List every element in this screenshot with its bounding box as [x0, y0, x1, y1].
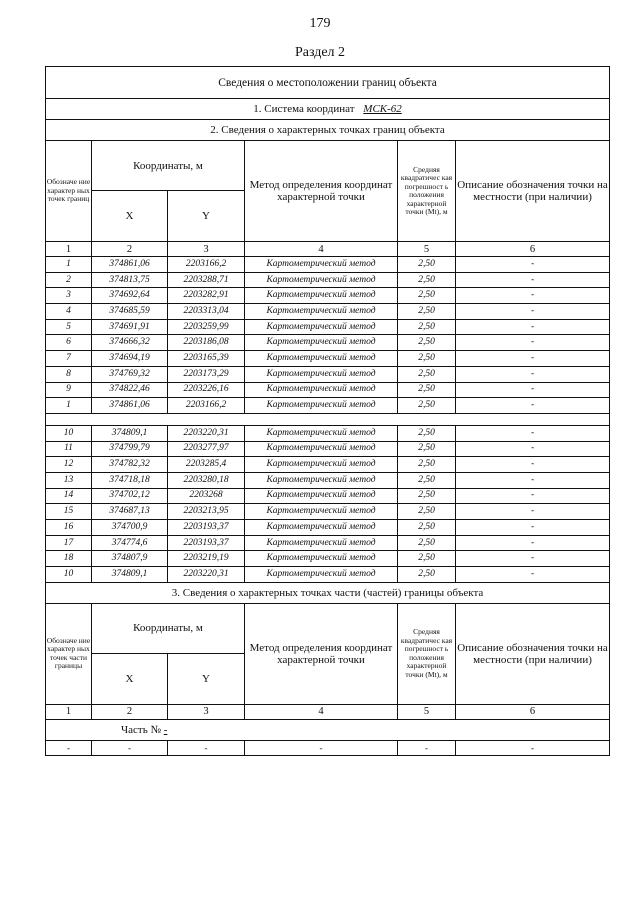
x-cell: 374692,64	[92, 288, 168, 304]
contour1-rows	[46, 257, 610, 414]
col-number: 2	[92, 704, 168, 719]
description-cell: -	[456, 335, 610, 351]
table-row	[46, 425, 610, 441]
col-number: 2	[92, 242, 168, 257]
error-cell: 2,50	[398, 272, 456, 288]
table-row	[46, 257, 610, 273]
y-cell: 2203219,19	[168, 551, 245, 567]
x-cell: 374666,32	[92, 335, 168, 351]
description-cell: -	[456, 535, 610, 551]
method-cell: Картометрический метод	[245, 441, 398, 457]
part-cell: -	[398, 740, 456, 755]
y-cell: 2203166,2	[168, 257, 245, 273]
point-cell: 18	[46, 551, 92, 567]
point-cell: 13	[46, 472, 92, 488]
y-cell: 2203220,31	[168, 567, 245, 583]
part-cell: -	[245, 740, 398, 755]
method-cell: Картометрический метод	[245, 535, 398, 551]
error-cell: 2,50	[398, 382, 456, 398]
section2-title: 2. Сведения о характерных точках границ объекта	[46, 120, 610, 141]
col-number: 4	[245, 242, 398, 257]
header-error: Средняя квадратичес кая погрешност ь положения характерной точки (Mt), м	[398, 141, 456, 242]
x-cell: 374687,13	[92, 504, 168, 520]
description-cell: -	[456, 366, 610, 382]
error-cell: 2,50	[398, 288, 456, 304]
method-cell: Картометрический метод	[245, 351, 398, 367]
page-number: 179	[309, 16, 331, 31]
column-numbers-row	[46, 242, 610, 257]
part-cell: -	[92, 740, 168, 755]
col-number: 3	[168, 704, 245, 719]
column-numbers-row	[46, 704, 610, 719]
point-cell: 12	[46, 457, 92, 473]
method-cell: Картометрический метод	[245, 382, 398, 398]
description-cell: -	[456, 272, 610, 288]
error-cell: 2,50	[398, 567, 456, 583]
description-cell: -	[456, 304, 610, 320]
y-cell: 2203268	[168, 488, 245, 504]
y-cell: 2203193,37	[168, 520, 245, 536]
description-cell: -	[456, 457, 610, 473]
y-cell: 2203165,39	[168, 351, 245, 367]
description-cell: -	[456, 319, 610, 335]
main-title: Сведения о местоположении границ объекта	[46, 67, 610, 99]
error-cell: 2,50	[398, 457, 456, 473]
method-cell: Картометрический метод	[245, 551, 398, 567]
y-cell: 2203313,04	[168, 304, 245, 320]
x-cell: 374809,1	[92, 567, 168, 583]
y-cell: 2203280,18	[168, 472, 245, 488]
point-cell: 10	[46, 425, 92, 441]
part-cell: -	[46, 740, 92, 755]
description-cell: -	[456, 288, 610, 304]
table-row	[46, 488, 610, 504]
x-cell: 374694,19	[92, 351, 168, 367]
x-cell: 374702,12	[92, 488, 168, 504]
header-part-point-designation: Обозначе ние характер ных точек части границы	[46, 603, 92, 704]
x-cell: 374807,9	[92, 551, 168, 567]
part-label: Часть №	[121, 723, 161, 736]
point-cell: 16	[46, 520, 92, 536]
header-error: Средняя квадратичес кая погрешност ь положения характерной точки (Mt), м	[398, 603, 456, 704]
description-cell: -	[456, 472, 610, 488]
x-cell: 374813,75	[92, 272, 168, 288]
error-cell: 2,50	[398, 398, 456, 414]
point-cell: 9	[46, 382, 92, 398]
point-cell: 11	[46, 441, 92, 457]
method-cell: Картометрический метод	[245, 272, 398, 288]
error-cell: 2,50	[398, 351, 456, 367]
table-row	[46, 288, 610, 304]
coordinate-system-label: 1. Система координат	[253, 103, 355, 115]
x-cell: 374718,18	[92, 472, 168, 488]
method-cell: Картометрический метод	[245, 504, 398, 520]
x-cell: 374799,79	[92, 441, 168, 457]
header-y: Y	[168, 191, 245, 242]
description-cell: -	[456, 398, 610, 414]
method-cell: Картометрический метод	[245, 304, 398, 320]
method-cell: Картометрический метод	[245, 335, 398, 351]
y-cell: 2203186,08	[168, 335, 245, 351]
y-cell: 2203282,91	[168, 288, 245, 304]
x-cell: 374691,91	[92, 319, 168, 335]
header-x: X	[92, 653, 168, 704]
method-cell: Картометрический метод	[245, 257, 398, 273]
method-cell: Картометрический метод	[245, 567, 398, 583]
contour2-rows	[46, 425, 610, 582]
header-description: Описание обозначения точки на местности (при наличии)	[456, 141, 610, 242]
point-cell: 8	[46, 366, 92, 382]
x-cell: 374861,06	[92, 398, 168, 414]
x-cell: 374700,9	[92, 520, 168, 536]
part-row	[46, 740, 610, 755]
part-label-row	[46, 719, 610, 740]
error-cell: 2,50	[398, 535, 456, 551]
x-cell: 374822,46	[92, 382, 168, 398]
error-cell: 2,50	[398, 551, 456, 567]
point-cell: 17	[46, 535, 92, 551]
description-cell: -	[456, 425, 610, 441]
col-number: 4	[245, 704, 398, 719]
col-number: 3	[168, 242, 245, 257]
error-cell: 2,50	[398, 366, 456, 382]
header-y: Y	[168, 653, 245, 704]
table-row	[46, 472, 610, 488]
y-cell: 2203226,16	[168, 382, 245, 398]
error-cell: 2,50	[398, 520, 456, 536]
header-method: Метод определения координат характерной точки	[245, 141, 398, 242]
col-number: 5	[398, 242, 456, 257]
y-cell: 2203193,37	[168, 535, 245, 551]
description-cell: -	[456, 441, 610, 457]
error-cell: 2,50	[398, 472, 456, 488]
y-cell: 2203285,4	[168, 457, 245, 473]
point-cell: 6	[46, 335, 92, 351]
error-cell: 2,50	[398, 304, 456, 320]
coordinate-system-value: МСК-62	[363, 103, 402, 115]
point-cell: 14	[46, 488, 92, 504]
method-cell: Картометрический метод	[245, 520, 398, 536]
x-cell: 374861,06	[92, 257, 168, 273]
col-number: 6	[456, 242, 610, 257]
x-cell: 374774,6	[92, 535, 168, 551]
table-row	[46, 551, 610, 567]
header-x: X	[92, 191, 168, 242]
header-coordinates: Координаты, м	[92, 141, 245, 191]
x-cell: 374685,59	[92, 304, 168, 320]
table-row	[46, 304, 610, 320]
y-cell: 2203288,71	[168, 272, 245, 288]
table-row	[46, 567, 610, 583]
section-title: Раздел 2	[294, 45, 346, 60]
y-cell: 2203220,31	[168, 425, 245, 441]
description-cell: -	[456, 488, 610, 504]
contour-separator	[46, 413, 610, 425]
point-cell: 4	[46, 304, 92, 320]
header-method: Метод определения координат характерной точки	[245, 603, 398, 704]
point-cell: 7	[46, 351, 92, 367]
boundary-table	[45, 66, 610, 756]
x-cell: 374809,1	[92, 425, 168, 441]
y-cell: 2203277,97	[168, 441, 245, 457]
method-cell: Картометрический метод	[245, 457, 398, 473]
method-cell: Картометрический метод	[245, 425, 398, 441]
y-cell: 2203213,95	[168, 504, 245, 520]
method-cell: Картометрический метод	[245, 488, 398, 504]
table-row	[46, 504, 610, 520]
point-cell: 2	[46, 272, 92, 288]
description-cell: -	[456, 567, 610, 583]
description-cell: -	[456, 257, 610, 273]
description-cell: -	[456, 382, 610, 398]
description-cell: -	[456, 351, 610, 367]
y-cell: 2203166,2	[168, 398, 245, 414]
description-cell: -	[456, 520, 610, 536]
point-cell: 5	[46, 319, 92, 335]
error-cell: 2,50	[398, 319, 456, 335]
method-cell: Картометрический метод	[245, 472, 398, 488]
col-number: 6	[456, 704, 610, 719]
table-row	[46, 457, 610, 473]
method-cell: Картометрический метод	[245, 398, 398, 414]
y-cell: 2203173,29	[168, 366, 245, 382]
table-row	[46, 335, 610, 351]
method-cell: Картометрический метод	[245, 366, 398, 382]
header-coordinates: Координаты, м	[92, 603, 245, 653]
part-number: -	[163, 723, 168, 736]
description-cell: -	[456, 551, 610, 567]
header-point-designation: Обозначе ние характер ных точек границ	[46, 141, 92, 242]
point-cell: 1	[46, 398, 92, 414]
error-cell: 2,50	[398, 257, 456, 273]
table-row	[46, 319, 610, 335]
header-description: Описание обозначения точки на местности (при наличии)	[456, 603, 610, 704]
x-cell: 374769,32	[92, 366, 168, 382]
table-row	[46, 382, 610, 398]
table-row	[46, 366, 610, 382]
part-cell: -	[168, 740, 245, 755]
table-row	[46, 272, 610, 288]
error-cell: 2,50	[398, 335, 456, 351]
method-cell: Картометрический метод	[245, 288, 398, 304]
section3-title: 3. Сведения о характерных точках части (частей) границы объекта	[46, 582, 610, 603]
error-cell: 2,50	[398, 441, 456, 457]
x-cell: 374782,32	[92, 457, 168, 473]
error-cell: 2,50	[398, 504, 456, 520]
coordinate-system-row	[46, 99, 610, 120]
part-cell: -	[456, 740, 610, 755]
error-cell: 2,50	[398, 488, 456, 504]
description-cell: -	[456, 504, 610, 520]
point-cell: 3	[46, 288, 92, 304]
y-cell: 2203259,99	[168, 319, 245, 335]
table-row	[46, 441, 610, 457]
table-row	[46, 398, 610, 414]
point-cell: 15	[46, 504, 92, 520]
col-number: 1	[46, 242, 92, 257]
table-row	[46, 535, 610, 551]
table-row	[46, 351, 610, 367]
point-cell: 1	[46, 257, 92, 273]
point-cell: 10	[46, 567, 92, 583]
col-number: 1	[46, 704, 92, 719]
col-number: 5	[398, 704, 456, 719]
table-row	[46, 520, 610, 536]
method-cell: Картометрический метод	[245, 319, 398, 335]
error-cell: 2,50	[398, 425, 456, 441]
